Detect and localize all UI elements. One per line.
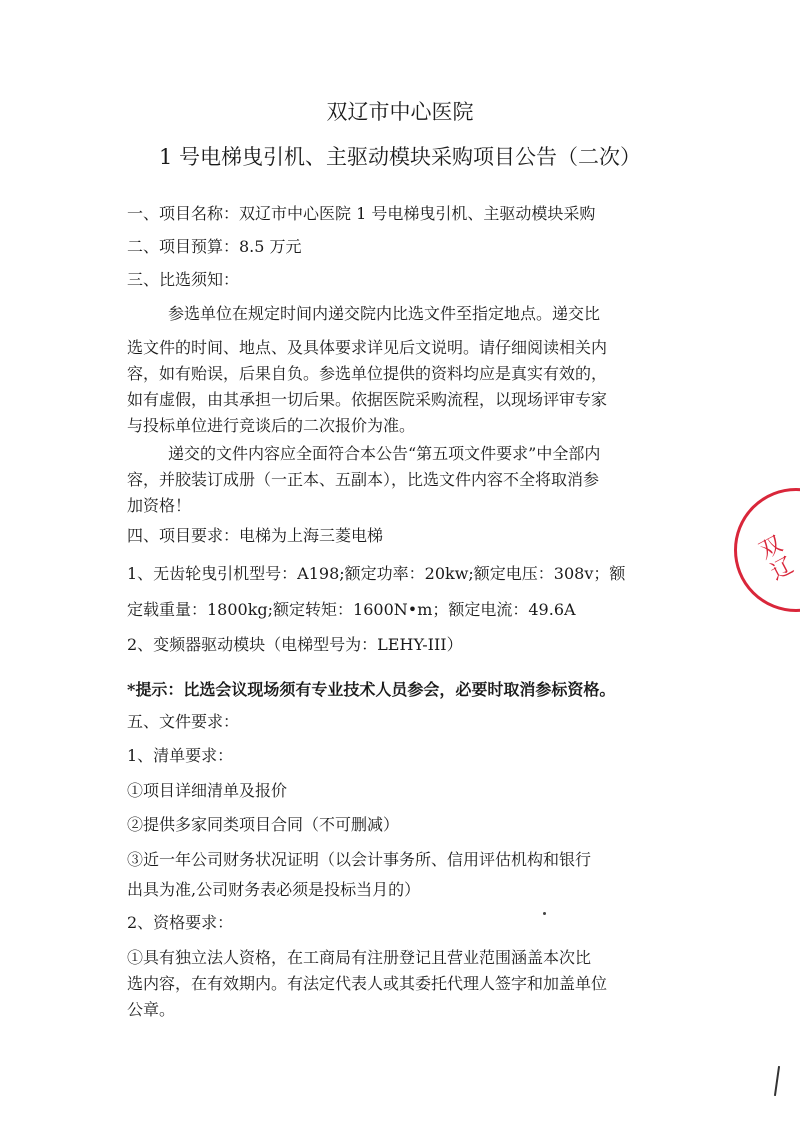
notice-paragraph-line: 与投标单位进行竞谈后的二次报价为准。 [127,416,416,435]
traction-machine-spec: 1、无齿轮曳引机型号：A198;额定功率：20kw;额定电压：308v；额 [127,564,626,583]
notice-paragraph-line: 如有虚假，由其承担一切后果。依据医院采购流程，以现场评审专家 [127,390,608,409]
hospital-title: 双辽市中心医院 [326,100,474,124]
scan-speck [543,912,546,915]
list-item: ①项目详细清单及报价 [127,781,288,800]
submission-paragraph-line: 加资格！ [127,496,192,515]
seal-text: 双辽 [752,531,797,587]
announcement-title: 1 号电梯曳引机、主驱动模块采购项目公告（二次） [158,145,642,169]
notice-paragraph-line: 参选单位在规定时间内递交院内比选文件至指定地点。递交比 [168,304,601,323]
drive-module-spec: 2、变频器驱动模块（电梯型号为：LEHY-III） [127,635,463,654]
pen-mark [774,1066,780,1096]
submission-paragraph-line: 容，并胶装订成册（一正本、五副本），比选文件内容不全将取消参 [127,470,600,489]
qualification-item-cont: 选内容，在有效期内。有法定代表人或其委托代理人签字和加盖单位 [127,974,608,993]
list-item: ③近一年公司财务状况证明（以会计事务所、信用评估机构和银行 [127,850,592,869]
qualification-item-cont: 公章。 [127,1000,176,1019]
traction-machine-spec-cont: 定载重量：1800kg;额定转矩：1600N•m；额定电流：49.6A [127,600,576,619]
project-requirement-heading: 四、项目要求：电梯为上海三菱电梯 [127,526,384,545]
notice-paragraph-line: 选文件的时间、地点、及具体要求详见后文说明。请仔细阅读相关内 [127,338,608,357]
project-name-line: 一、项目名称：双辽市中心医院 1 号电梯曳引机、主驱动模块采购 [127,204,596,223]
list-requirement-heading: 1、清单要求： [127,746,234,765]
notice-paragraph-line: 容，如有贻误，后果自负。参选单位提供的资料均应是真实有效的， [127,364,608,383]
document-requirement-heading: 五、文件要求： [127,712,240,731]
notice-heading: 三、比选须知： [127,270,240,289]
qualification-heading: 2、资格要求： [127,913,234,932]
project-budget-line: 二、项目预算：8.5 万元 [127,237,302,256]
hint-note: *提示：比选会议现场须有专业技术人员参会，必要时取消参标资格。 [127,680,616,699]
list-item-cont: 出具为准,公司财务表必须是投标当月的） [127,880,421,899]
submission-paragraph-line: 递交的文件内容应全面符合本公告“第五项文件要求”中全部内 [168,444,601,463]
qualification-item: ①具有独立法人资格，在工商局有注册登记且营业范围涵盖本次比 [127,948,592,967]
list-item: ②提供多家同类项目合同（不可删减） [127,815,400,834]
